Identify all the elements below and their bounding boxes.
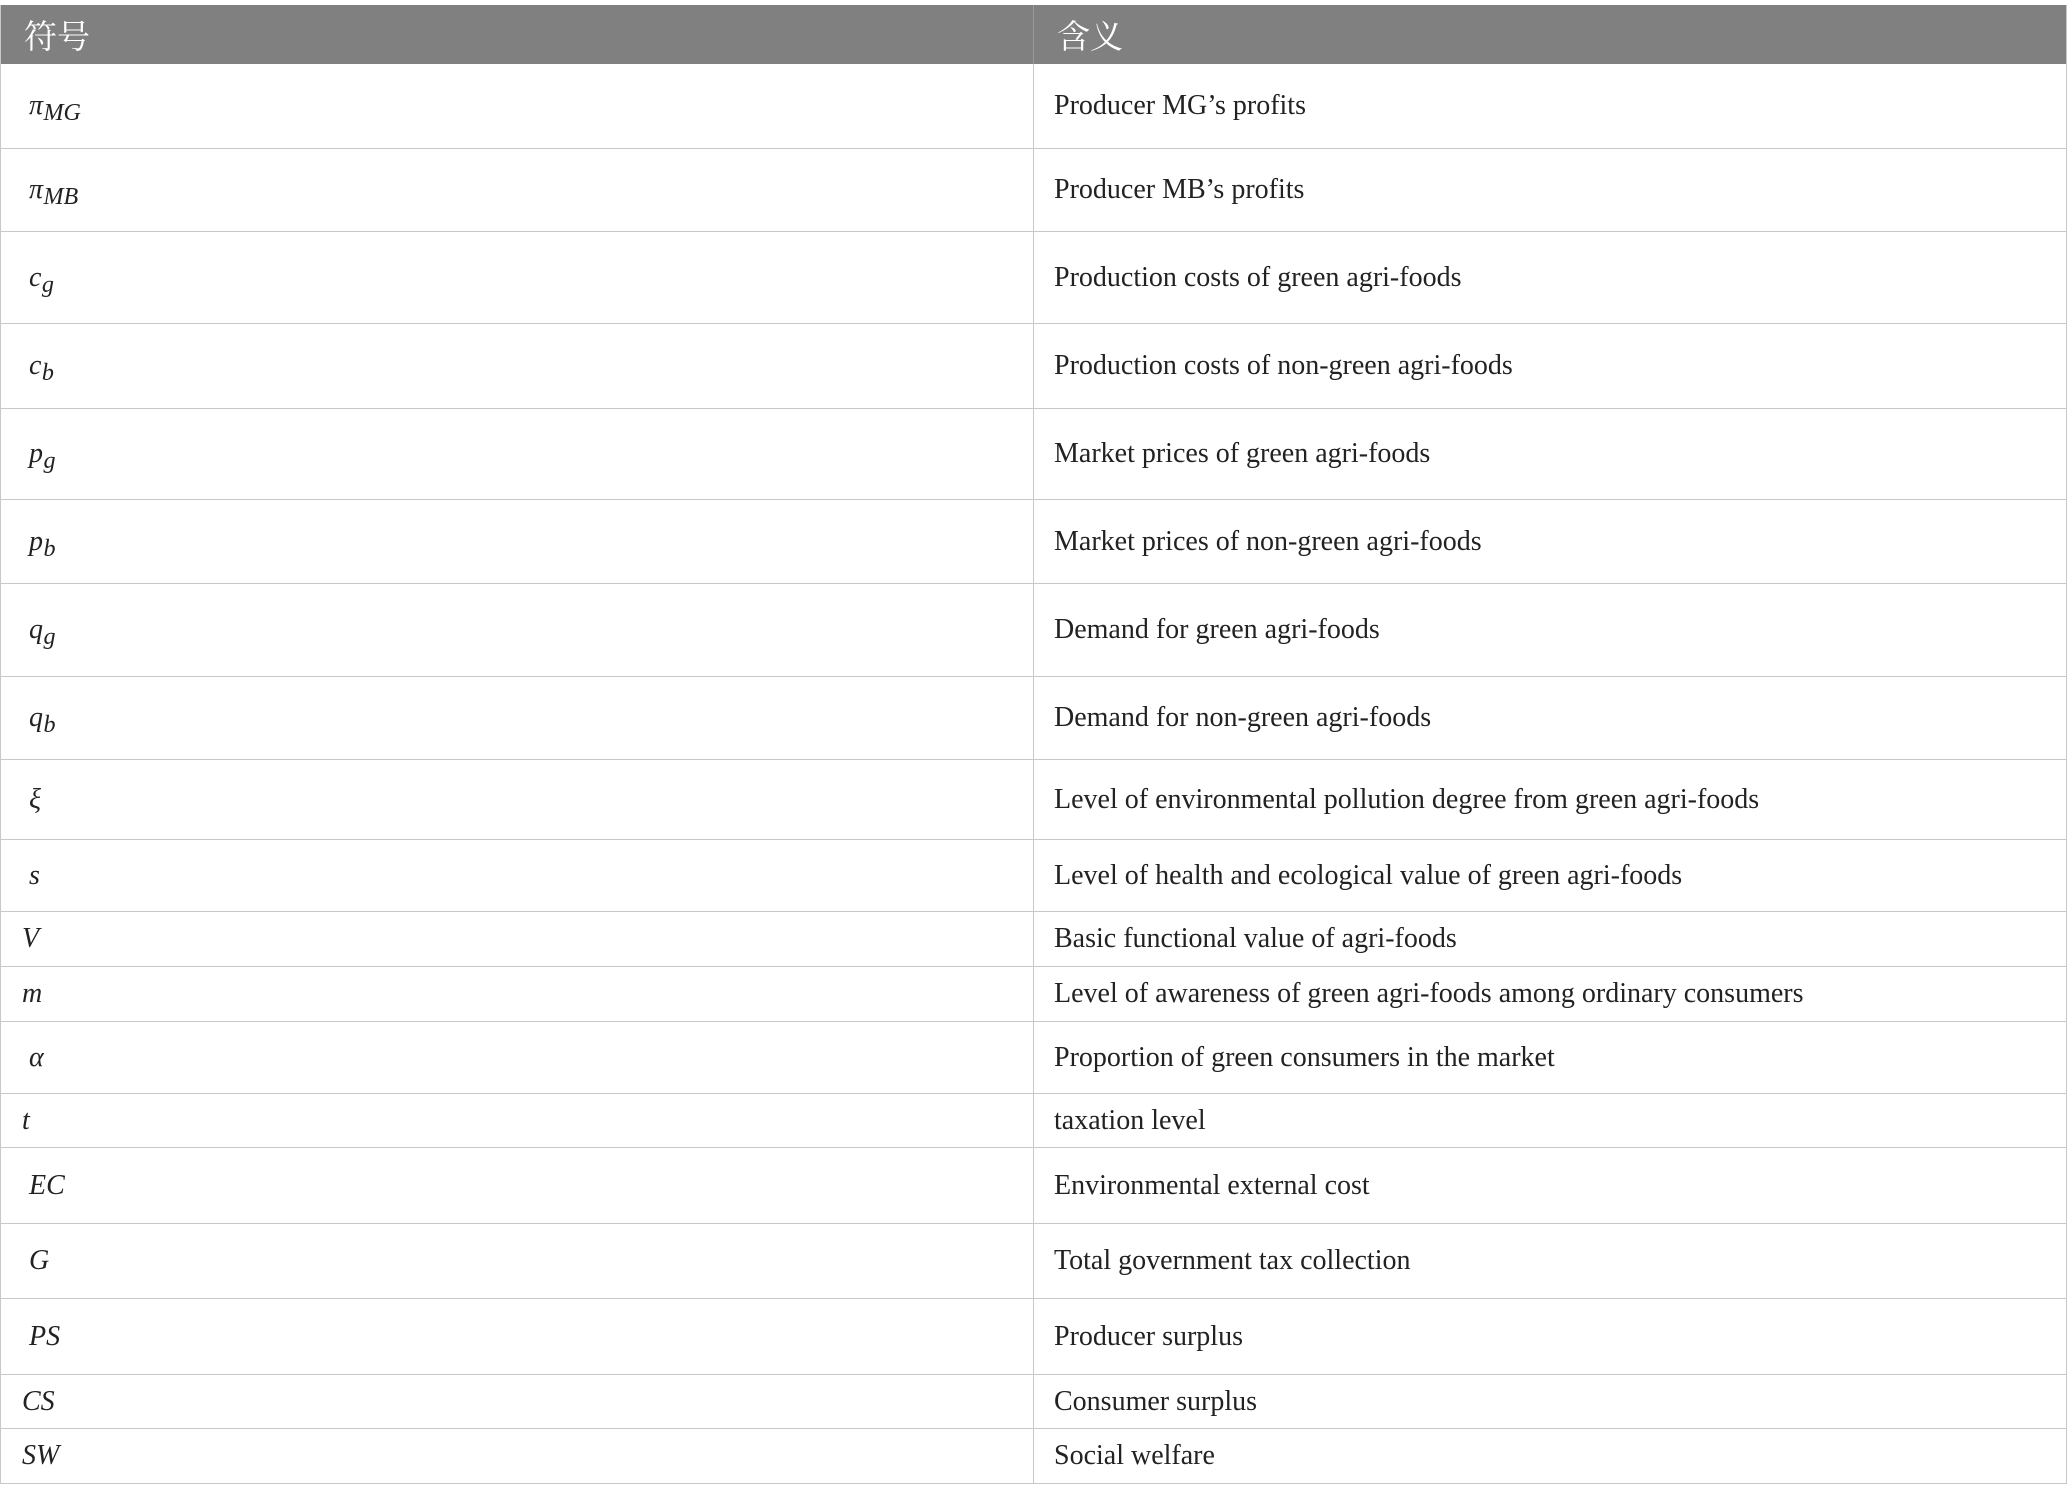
notation-table (0, 5, 2067, 1484)
meaning-text: Demand for green agri-foods (1054, 614, 1380, 645)
meaning-cell (1034, 1224, 2066, 1298)
symbol-base: t (22, 1104, 30, 1136)
symbol-cell (1, 1299, 1034, 1374)
meaning-cell (1034, 1299, 2066, 1374)
meaning-text: Proportion of green consumers in the market (1054, 1041, 1555, 1073)
symbol-subscript: MB (43, 184, 79, 211)
meaning-text: Demand for non-green agri-foods (1054, 702, 1432, 733)
symbol-cell (1, 500, 1034, 583)
meaning-cell (1034, 232, 2066, 323)
symbol-subscript: b (43, 535, 56, 562)
header-meaning: 含义 (1057, 17, 1123, 56)
symbol-subscript: g (41, 271, 54, 298)
symbol-cell (1, 912, 1034, 966)
meaning-text: Producer MB’s profits (1054, 174, 1305, 205)
meaning-cell (1034, 64, 2066, 148)
symbol-base: c (29, 350, 42, 381)
symbol-cell (1, 324, 1034, 408)
table-header (1, 5, 2066, 64)
symbol-cell (1, 1375, 1034, 1428)
table-row (1, 677, 2066, 760)
symbol-subscript: g (43, 624, 56, 651)
meaning-text: Basic functional value of agri-foods (1054, 923, 1457, 954)
symbol-base: α (29, 1041, 44, 1073)
symbol-base: c (29, 261, 42, 293)
meaning-text: Market prices of non-green agri-foods (1054, 525, 1482, 557)
meaning-text: Environmental external cost (1054, 1169, 1370, 1201)
symbol-cell (1, 584, 1034, 676)
table-row (1, 149, 2066, 232)
table-row (1, 1148, 2066, 1224)
meaning-text: Consumer surplus (1054, 1385, 1257, 1417)
meaning-text: Level of health and ecological value of green agri-foods (1054, 859, 1683, 891)
meaning-text: Level of awareness of green agri-foods among ordinary consumers (1054, 978, 1804, 1009)
symbol-subscript: MG (43, 100, 81, 127)
symbol-base: ξ (29, 783, 41, 815)
table-row (1, 324, 2066, 409)
meaning-cell (1034, 1094, 2066, 1147)
meaning-cell (1034, 1022, 2066, 1093)
symbol-cell (1, 149, 1034, 231)
symbol-cell (1, 1148, 1034, 1223)
symbol-base: EC (29, 1169, 65, 1201)
symbol-cell (1, 64, 1034, 148)
symbol-cell (1, 840, 1034, 911)
meaning-text: Level of environmental pollution degree from green agri-foods (1054, 783, 1760, 815)
table-row (1, 1299, 2066, 1375)
symbol-cell (1, 1022, 1034, 1093)
symbol-cell (1, 760, 1034, 839)
meaning-text: Social welfare (1054, 1440, 1215, 1471)
symbol-cell (1, 409, 1034, 499)
meaning-cell (1034, 912, 2066, 966)
table-row (1, 1022, 2066, 1094)
table-row (1, 1224, 2066, 1299)
symbol-cell (1, 232, 1034, 323)
meaning-text: Producer surplus (1054, 1320, 1243, 1352)
meaning-cell (1034, 409, 2066, 499)
meaning-cell (1034, 760, 2066, 839)
symbol-cell (1, 1429, 1034, 1483)
table-row (1, 1429, 2066, 1484)
meaning-cell (1034, 149, 2066, 231)
symbol-base: q (29, 702, 43, 733)
meaning-text: Production costs of green agri-foods (1054, 261, 1462, 293)
table-row (1, 500, 2066, 584)
symbol-base: G (29, 1245, 50, 1276)
table-row (1, 64, 2066, 149)
meaning-cell (1034, 324, 2066, 408)
meaning-text: Producer MG’s profits (1054, 90, 1306, 121)
symbol-base: SW (22, 1440, 60, 1471)
symbol-subscript: b (43, 712, 56, 739)
table-row (1, 967, 2066, 1022)
symbol-base: V (22, 923, 40, 954)
symbol-cell (1, 1094, 1034, 1147)
symbol-base: PS (29, 1320, 61, 1352)
symbol-base: p (29, 438, 43, 469)
symbol-base: π (29, 90, 44, 121)
meaning-cell (1034, 500, 2066, 583)
header-symbol: 符号 (1, 5, 1034, 64)
meaning-cell (1034, 967, 2066, 1021)
meaning-text: Market prices of green agri-foods (1054, 438, 1431, 469)
meaning-cell (1034, 1375, 2066, 1428)
symbol-base: q (29, 614, 43, 645)
table-row (1, 760, 2066, 840)
table-row (1, 1375, 2066, 1429)
table-row (1, 912, 2066, 967)
symbol-cell (1, 967, 1034, 1021)
symbol-base: p (29, 525, 43, 557)
table-row (1, 1094, 2066, 1148)
table-row (1, 232, 2066, 324)
symbol-base: s (29, 859, 40, 891)
table-row (1, 409, 2066, 500)
symbol-base: m (22, 978, 43, 1009)
meaning-cell (1034, 840, 2066, 911)
symbol-base: CS (22, 1385, 55, 1417)
table-row (1, 840, 2066, 912)
table-row (1, 584, 2066, 677)
meaning-text: Production costs of non-green agri-foods (1054, 350, 1513, 381)
symbol-cell (1, 1224, 1034, 1298)
meaning-cell (1034, 1148, 2066, 1223)
meaning-cell (1034, 677, 2066, 759)
symbol-cell (1, 677, 1034, 759)
meaning-text: taxation level (1054, 1104, 1206, 1136)
meaning-text: Total government tax collection (1054, 1245, 1411, 1276)
symbol-base: π (29, 174, 44, 205)
symbol-subscript: g (43, 448, 56, 475)
symbol-subscript: b (41, 360, 54, 387)
meaning-cell (1034, 1429, 2066, 1483)
meaning-cell (1034, 584, 2066, 676)
